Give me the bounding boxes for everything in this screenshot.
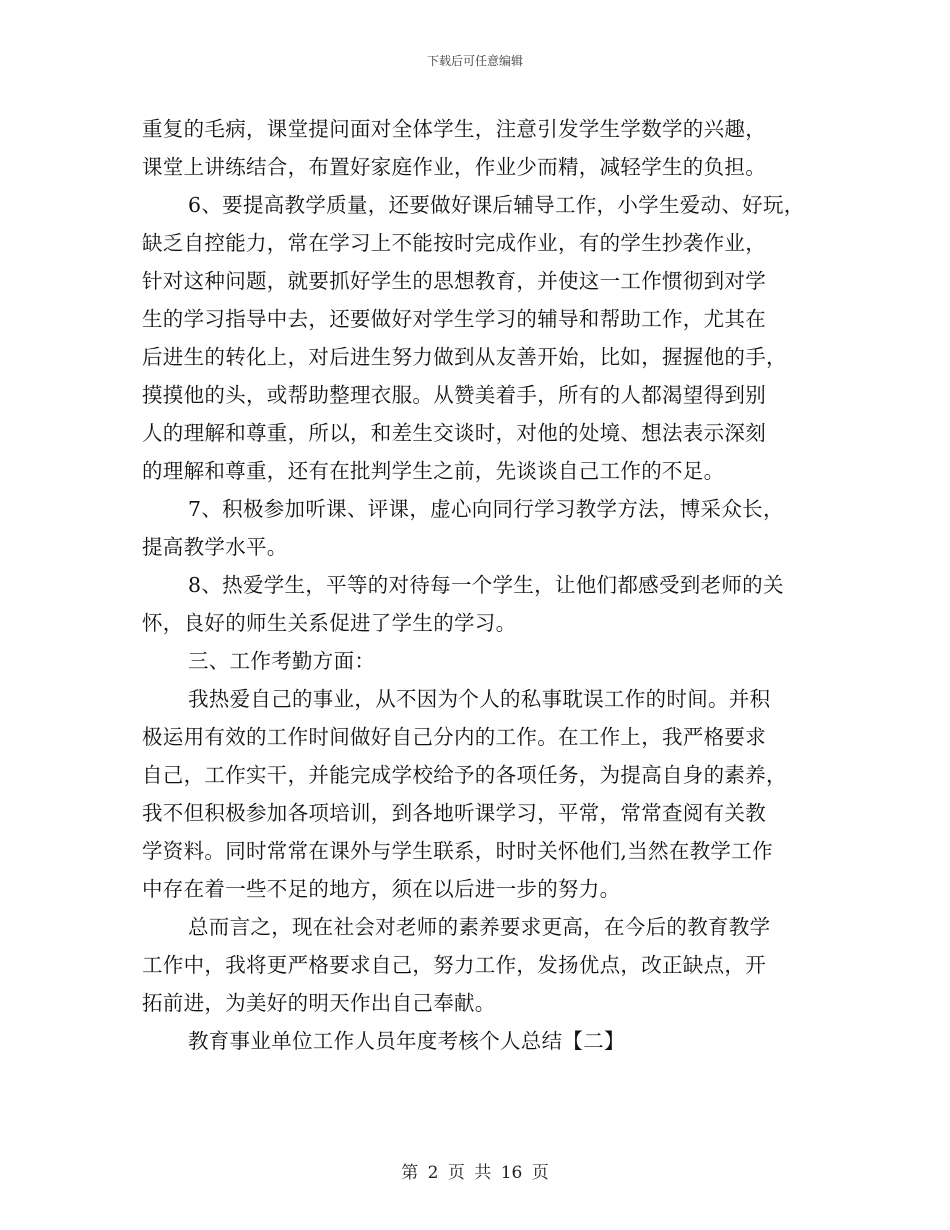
text-line: 我不但积极参加各项培训，到各地听课学习，平常，常常查阅有关教 xyxy=(142,801,766,825)
section-title: 教育事业单位工作人员年度考核个人总结【二】 xyxy=(188,1029,625,1053)
text-line: 重复的毛病，课堂提问面对全体学生，注意引发学生学数学的兴趣， xyxy=(142,117,766,141)
page-number: 第 2 页 共 16 页 xyxy=(401,1163,549,1183)
text-line: 中存在着一些不足的地方，须在以后进一步的努力。 xyxy=(142,877,621,901)
text-line: 拓前进，为美好的明天作出自己奉献。 xyxy=(142,991,496,1015)
text-line: 后进生的转化上，对后进生努力做到从友善开始，比如，握握他的手， xyxy=(142,345,787,369)
text-line: 我热爱自己的事业，从不因为个人的私事耽误工作的时间。并积 xyxy=(188,687,771,711)
text-line: 缺乏自控能力，常在学习上不能按时完成作业，有的学生抄袭作业， xyxy=(142,231,766,255)
text-line: 8、热爱学生，平等的对待每一个学生，让他们都感受到老师的关 xyxy=(188,573,784,597)
text-line: 工作中，我将更严格要求自己，努力工作，发扬优点，改正缺点，开 xyxy=(142,953,766,977)
text-line: 总而言之，现在社会对老师的素养要求更高，在今后的教育教学 xyxy=(188,915,771,939)
text-line: 生的学习指导中去，还要做好对学生学习的辅导和帮助工作，尤其在 xyxy=(142,307,766,331)
page-header: 下载后可任意编辑 xyxy=(426,54,523,68)
text-line: 摸摸他的头，或帮助整理衣服。从赞美着手，所有的人都渴望得到别 xyxy=(142,383,766,407)
text-line: 学资料。同时常常在课外与学生联系，时时关怀他们,当然在教学工作 xyxy=(142,839,773,863)
text-line: 针对这种问题，就要抓好学生的思想教育，并使这一工作惯彻到对学 xyxy=(142,269,766,293)
section-heading: 三、工作考勤方面： xyxy=(188,649,376,673)
text-line: 课堂上讲练结合，布置好家庭作业，作业少而精，减轻学生的负担。 xyxy=(142,155,766,179)
text-line: 6、要提高教学质量，还要做好课后辅导工作，小学生爱动、好玩， xyxy=(188,193,805,217)
text-line: 提高教学水平。 xyxy=(142,535,288,559)
text-line: 的理解和尊重，还有在批判学生之前，先谈谈自己工作的不足。 xyxy=(142,459,725,483)
text-line: 7、积极参加听课、评课，虚心向同行学习教学方法，博采众长， xyxy=(188,497,784,521)
text-line: 人的理解和尊重，所以，和差生交谈时，对他的处境、想法表示深刻 xyxy=(142,421,766,445)
document-body xyxy=(142,110,832,1060)
text-line: 自己，工作实干，并能完成学校给予的各项任务，为提高自身的素养， xyxy=(142,763,787,787)
text-line: 怀，良好的师生关系促进了学生的学习。 xyxy=(142,611,517,635)
text-line: 极运用有效的工作时间做好自己分内的工作。在工作上，我严格要求 xyxy=(142,725,766,749)
